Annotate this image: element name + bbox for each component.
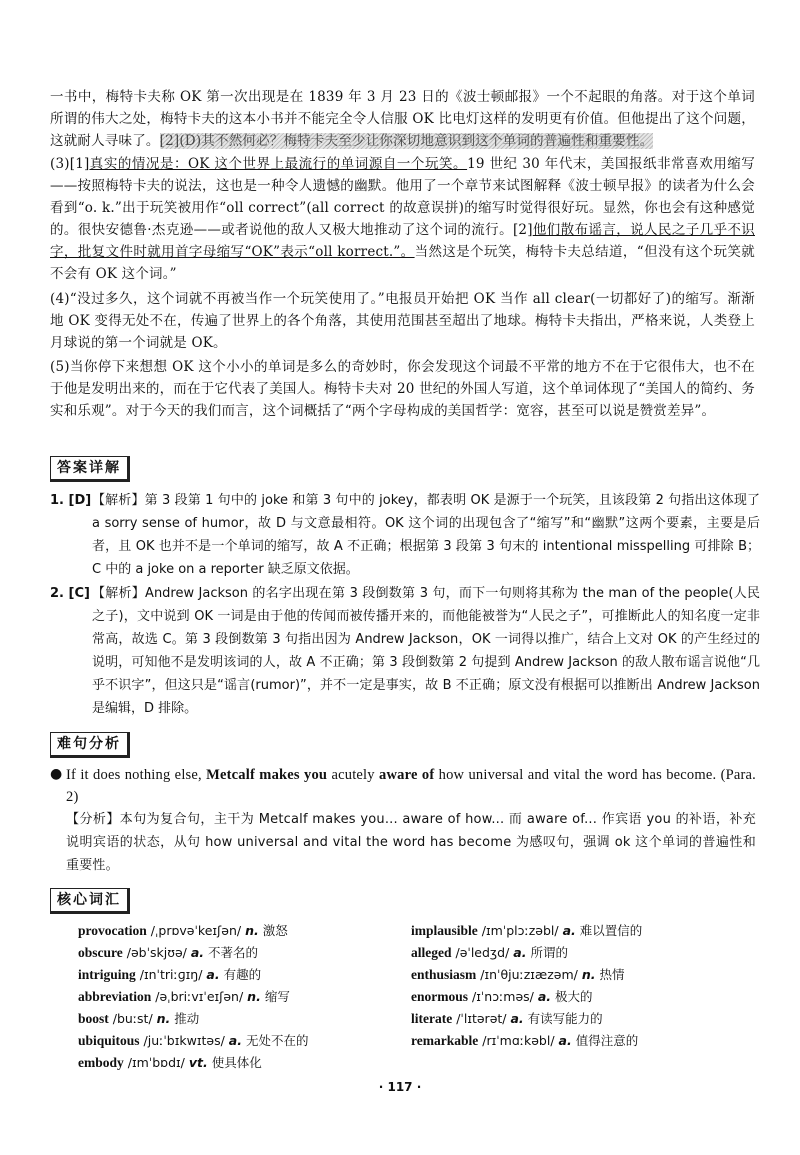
vocab-list-right	[411, 920, 741, 1052]
vocab-pron: /rɪˈmɑːkəbl/	[482, 1033, 555, 1048]
vocab-word: abbreviation	[78, 989, 152, 1004]
vocab-list-left	[78, 920, 408, 1074]
sentence-part-c: acutely	[327, 767, 380, 783]
vocab-entry	[411, 1030, 741, 1052]
vocab-word: boost	[78, 1011, 109, 1026]
paragraph-3	[50, 153, 755, 285]
vocab-def: 有读写能力的	[527, 1011, 603, 1026]
vocab-def: 极大的	[555, 989, 593, 1004]
vocab-def: 使具体化	[211, 1055, 262, 1070]
vocab-pron: /ɪmˈbɒdɪ/	[127, 1055, 185, 1070]
vocab-word: enormous	[411, 989, 468, 1004]
vocab-word: ubiquitous	[78, 1033, 140, 1048]
section-heading-vocab: 核心词汇	[50, 888, 130, 914]
vocab-pron: /ɪˈnɔːməs/	[471, 989, 534, 1004]
vocab-def: 难以置信的	[579, 923, 643, 938]
answer-2-text: 【解析】Andrew Jackson 的名字出现在第 3 段倒数第 3 句，而下一句则将其称为 the man of the people(人民之子)，文中说到 OK 一词是由于他的传闻而被传播开来的，而他能被誉为“人民之子”，可推断此人的知名度一定非常高，故选 C。第 3 段倒数第 3 句指出因为 Andrew Jackson，OK 一词得以推广，结合上文对 OK 的产生经过的说明，可知他不是发明该词的人，故 A 不正确；第 3 段倒数第 2 句提到 Andrew Jackson 的敌人散布谣言说他“几乎不识字”，但这只是“谣言(rumor)”，并不一定是事实，故 B 不正确；原文没有根据可以推断出 Andrew Jackson 是编辑，D 排除。	[92, 586, 760, 716]
paragraph-3-tag-2: [2]	[512, 222, 533, 238]
vocab-entry	[411, 1008, 741, 1030]
difficult-analysis: 【分析】本句为复合句，主干为 Metcalf makes you... aware of how... 而 aware of... 作宾语 you 的补语，补充说明宾语的状态，从句 how universal and vital the word has become 为感叹句，强调 ok 这个单词的普遍性和重要性。	[66, 812, 756, 873]
vocab-pron: /juːˈbɪkwɪtəs/	[143, 1033, 225, 1048]
vocab-entry	[78, 920, 408, 942]
sentence-part-a: If it does nothing else,	[66, 767, 207, 783]
vocab-word: enthusiasm	[411, 967, 477, 982]
vocab-def: 推动	[174, 1011, 200, 1026]
vocab-entry	[78, 1008, 408, 1030]
vocab-pron: /ˌprɒvəˈkeɪʃən/	[150, 923, 242, 938]
vocab-word: provocation	[78, 923, 147, 938]
vocab-pron: /əˈledʒd/	[455, 945, 510, 960]
vocab-pron: /ɪnˈtriːɡɪŋ/	[139, 967, 203, 982]
vocab-def: 无处不在的	[245, 1033, 309, 1048]
vocab-entry	[411, 986, 741, 1008]
vocab-pron: /ɪmˈplɔːzəbl/	[481, 923, 559, 938]
vocab-entry	[411, 920, 741, 942]
paragraph-4	[50, 288, 755, 354]
paragraph-3-text-b: 当然这是个玩笑，梅特卡夫总结道，“但没有这个玩笑就不会有 OK 这个词。”	[50, 244, 756, 282]
vocab-pos: vt.	[188, 1055, 208, 1070]
answer-1-number: 1. [D]	[50, 493, 92, 508]
paragraph-5	[50, 356, 755, 422]
vocab-pos: a.	[562, 923, 576, 938]
paragraph-2-tail	[50, 86, 755, 152]
paragraph-2-text: 一书中，梅特卡夫称 OK 第一次出现是在 1839 年 3 月 23 日的《波士顿邮报》一个不起眼的角落。对于这个单词所谓的伟大之处，梅特卡夫的这本小书并不能完全令人信服 OK 比电灯这样的发明更有价值。但他提出了这个问题，这就耐人寻味了。	[50, 89, 755, 149]
vocab-pos: a.	[513, 945, 527, 960]
vocab-word: implausible	[411, 923, 478, 938]
vocab-pron: /buːst/	[112, 1011, 153, 1026]
paragraph-4-text: (4)“没过多久，这个词就不再被当作一个玩笑使用了。”电报员开始把 OK 当作 all clear(一切都好了)的缩写。渐渐地 OK 变得无处不在，传遍了世界上的各个角落，其使用范围甚至超出了地球。梅特卡夫指出，严格来说，人类登上月球说的第一个词就是 OK。	[50, 291, 755, 351]
vocab-word: embody	[78, 1055, 124, 1070]
vocab-pron: /ˈlɪtərət/	[456, 1011, 507, 1026]
section-heading-answers: 答案详解	[50, 456, 130, 482]
vocab-word: intriguing	[78, 967, 136, 982]
vocab-word: remarkable	[411, 1033, 479, 1048]
answer-1-text: 【解析】第 3 段第 1 句中的 joke 和第 3 句中的 jokey，都表明 OK 是源于一个玩笑，且该段第 2 句指出这体现了 a sorry sense of humor，故 D 与文意最相符。OK 这个词的出现包含了“缩写”和“幽默”这两个要素，主要是后者，且 OK 也并不是一个单词的缩写，故 A 不正确；根据第 3 段第 3 句末的 intentional misspelling 可排除 B；C 中的 a joke on a reporter 缺乏原文依据。	[92, 493, 760, 577]
vocab-word: literate	[411, 1011, 453, 1026]
vocab-entry	[78, 1030, 408, 1052]
vocab-entry	[78, 942, 408, 964]
page-number: · 117 ·	[378, 1080, 422, 1094]
paragraph-3-text-a: 19 世纪 30 年代末，美国报纸非常喜欢用缩写——按照梅特卡夫的说法，这也是一种令人遗憾的幽默。他用了一个章节来试图解释《波士顿早报》的读者为什么会看到“o. k.”出于玩笑被用作“oll correct”(all correct 的故意误拼)的缩写时觉得很好玩。显然，你也会有这种感觉的。很快安德鲁·杰克逊——或者说他的敌人又极大地推动了这个词的流行。	[50, 156, 755, 238]
difficult-sentence	[66, 764, 756, 808]
vocab-def: 值得注意的	[575, 1033, 639, 1048]
answer-2-number: 2. [C]	[50, 586, 90, 601]
answer-2	[50, 582, 760, 720]
bullet-icon: ●	[50, 766, 63, 782]
vocab-entry	[78, 1052, 408, 1074]
paragraph-3-underlined-1: 真实的情况是：OK 这个世界上最流行的单词源自一个玩笑。	[89, 156, 468, 172]
sentence-part-b: Metcalf makes you	[206, 767, 328, 783]
vocab-word: obscure	[78, 945, 123, 960]
vocab-def: 缩写	[264, 989, 290, 1004]
vocab-entry	[78, 964, 408, 986]
vocab-def: 热情	[599, 967, 625, 982]
sentence-part-e: how universal and vital the word has become. (Para. 2)	[66, 767, 756, 805]
section-heading-difficult: 难句分析	[50, 732, 130, 758]
vocab-pos: n.	[156, 1011, 171, 1026]
vocab-pos: n.	[581, 967, 596, 982]
vocab-pos: a.	[510, 1011, 524, 1026]
vocab-pron: /əbˈskjʊə/	[126, 945, 187, 960]
paragraph-5-text: (5)当你停下来想想 OK 这个小小的单词是多么的奇妙时，你会发现这个词最不平常的地方不在于它很伟大，也不在于他是发明出来的，而在于它代表了美国人。梅特卡夫对 20 世纪的外国人写道，这个单词体现了“美国人的简约、务实和乐观”。对于今天的我们而言，这个词概括了“两个字母构成的美国哲学：宽容，甚至可以说是赞赏差异”。	[50, 359, 755, 419]
vocab-pos: a.	[228, 1033, 242, 1048]
vocab-def: 有趣的	[223, 967, 262, 982]
vocab-entry	[411, 964, 741, 986]
paragraph-3-lead: (3)[1]	[50, 156, 90, 172]
paragraph-3-underlined-2: 他们散布谣言，说人民之子几乎不识字，批复文件时就用首字母缩写“OK”表示“oll korrect.”。	[50, 222, 755, 260]
vocab-def: 所谓的	[530, 945, 568, 960]
vocab-pos: n.	[247, 989, 261, 1004]
paragraph-2-shaded-note: [2](D)其不然何必？梅特卡夫至少让你深切地意识到这个单词的普遍性和重要性。	[159, 133, 654, 149]
vocab-pos: a.	[190, 945, 205, 960]
vocab-def: 激怒	[262, 923, 288, 938]
vocab-pos: a.	[206, 967, 220, 982]
answer-1	[50, 489, 760, 581]
vocab-pos: a.	[558, 1033, 572, 1048]
vocab-def: 不著名的	[208, 945, 259, 960]
vocab-entry	[411, 942, 741, 964]
vocab-entry	[78, 986, 408, 1008]
sentence-part-d: aware of	[379, 767, 435, 783]
vocab-pos: a.	[537, 989, 552, 1004]
vocab-pron: /əˌbriːvɪˈeɪʃən/	[155, 989, 244, 1004]
vocab-pron: /ɪnˈθjuːzɪæzəm/	[480, 967, 578, 982]
vocab-word: alleged	[411, 945, 452, 960]
vocab-pos: n.	[245, 923, 259, 938]
